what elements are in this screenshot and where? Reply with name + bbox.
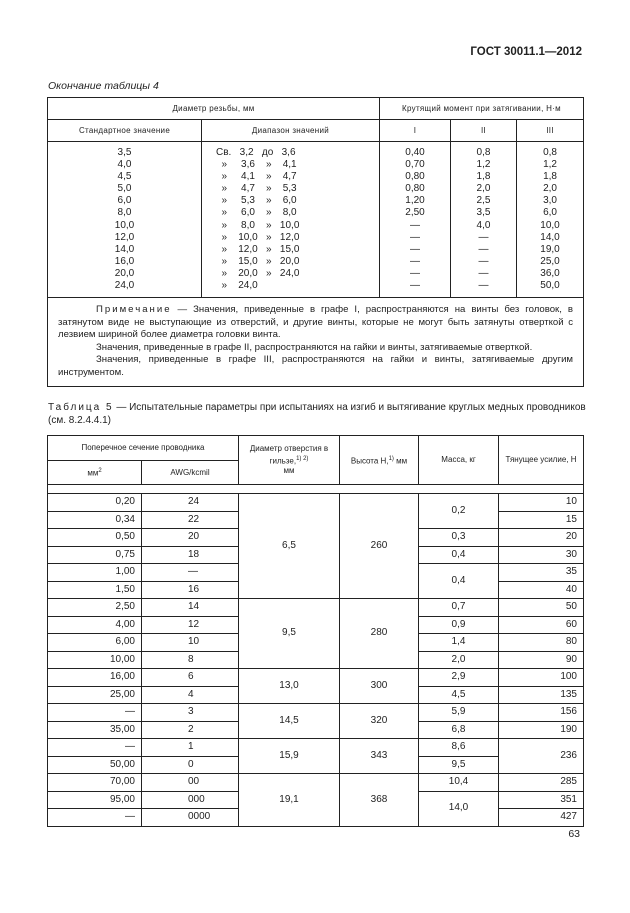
table5-cell: 10 — [142, 634, 239, 652]
table-row — [48, 599, 584, 617]
table5-cell: 0,9 — [419, 616, 499, 634]
table5-cell: 70,00 — [48, 774, 142, 792]
table4-cell: 36,0 — [540, 267, 560, 279]
table4-cell: » 8,0 » 10,0 — [216, 219, 300, 231]
table5-cell: 0,2 — [419, 494, 499, 529]
header-cross-section: Поперечное сечение проводника — [48, 436, 239, 461]
table5-cell: 10 — [499, 494, 584, 512]
table4-cell: 1,8 — [476, 171, 491, 183]
table-row — [48, 774, 584, 792]
header-hole-diameter: Диаметр отверстия в гильзе,$^{1) 2)}$ мм — [239, 436, 340, 485]
table5-cell: 25,00 — [48, 686, 142, 704]
table5-cell: 18 — [142, 546, 239, 564]
document-header: ГОСТ 30011.1—2012 — [470, 46, 582, 58]
header-range: Диапазон значений — [202, 120, 380, 142]
table5-cell: 156 — [499, 704, 584, 722]
table4-cell: 0,40 — [405, 147, 425, 158]
table4-cell: » 10,0 » 12,0 — [216, 231, 300, 243]
spacer-row — [48, 485, 584, 494]
table5-cell: 2 — [142, 721, 239, 739]
table-row — [48, 739, 584, 757]
table4-note — [48, 298, 584, 387]
table4-cell: 4,0 — [117, 159, 132, 171]
table4-cell: 2,5 — [476, 195, 491, 207]
table4-cell: 6,0 — [543, 207, 557, 219]
table5-cell: 0,4 — [419, 564, 499, 599]
table4-cell: — — [410, 255, 420, 267]
table5-cell: 9,5 — [419, 756, 499, 774]
table4-cell: Св. 3,2 до 3,6 — [216, 147, 296, 158]
table5-cell: 1,00 — [48, 564, 142, 582]
table5-cell: 1 — [142, 739, 239, 757]
table5-cell: 40 — [499, 581, 584, 599]
table4-cell: 0,8 — [543, 147, 557, 158]
table4-cell: 1,2 — [476, 159, 491, 171]
table5-cell: 6,00 — [48, 634, 142, 652]
table4-cell: » 12,0 » 15,0 — [216, 243, 300, 255]
table5-cell: 10,4 — [419, 774, 499, 792]
table4-cell: 0,8 — [476, 147, 491, 158]
table4-cell: 3,0 — [543, 195, 557, 207]
table5-cell: 0,20 — [48, 494, 142, 512]
table5-cell: 0,4 — [419, 546, 499, 564]
table4-cell: 1,2 — [543, 159, 557, 171]
table4-cell: 14,0 — [540, 231, 560, 243]
note-text-1: — Значения, приведенные в графе I, распространяются на винты без головок, в затянутом виде не выступающие из отверстий, и другие винты, которые не могут быть затянуты отверткой с лезвием шириной более диаметра головки винта. — [58, 304, 574, 341]
table5-cell: 427 — [499, 809, 584, 827]
table5-cell: 2,50 — [48, 599, 142, 617]
table5-cell: 90 — [499, 651, 584, 669]
table4-cell: » 5,3 » 6,0 — [216, 195, 297, 207]
table5-cell: 22 — [142, 511, 239, 529]
header-thread-diameter: Диаметр резьбы, мм — [48, 98, 380, 120]
table5-cell: 285 — [499, 774, 584, 792]
table5-cell: 0,50 — [48, 529, 142, 547]
table4-cell: — — [478, 280, 489, 292]
table5-cell: 0 — [142, 756, 239, 774]
table5-cell: 000 — [142, 791, 239, 809]
table5-cell: 15 — [499, 511, 584, 529]
table5-cell: 0,7 — [419, 599, 499, 617]
table5-cell: 320 — [340, 704, 419, 739]
header-standard: Стандартное значение — [48, 120, 202, 142]
table4-cell: 3,5 — [117, 147, 132, 158]
table5-cell: 0,3 — [419, 529, 499, 547]
table5-cell: 14,5 — [239, 704, 340, 739]
table5-cell: 35 — [499, 564, 584, 582]
torque-iii-column — [517, 142, 584, 298]
table4-cell: » 15,0 » 20,0 — [216, 255, 300, 267]
torque-i-column — [380, 142, 451, 298]
header-col-ii: II — [451, 120, 517, 142]
table5-cell: 8 — [142, 651, 239, 669]
table5-cell: 50,00 — [48, 756, 142, 774]
header-height: Высота Н,$^{1)}$ мм — [340, 436, 419, 485]
table4-cell: — — [410, 267, 420, 279]
table5-cell: — — [48, 704, 142, 722]
table4-cell: 1,20 — [405, 195, 425, 207]
table4-cell: 14,0 — [114, 243, 135, 255]
table5-cell: 1,50 — [48, 581, 142, 599]
header-mass: Масса, кг — [419, 436, 499, 485]
table5-cell: 16 — [142, 581, 239, 599]
table4-cell: — — [410, 243, 420, 255]
header-col-i: I — [380, 120, 451, 142]
table-4 — [47, 97, 584, 387]
table5-cell: 260 — [340, 494, 419, 599]
table5-cell: 5,9 — [419, 704, 499, 722]
table4-cell: — — [410, 280, 420, 292]
table5-cell: 95,00 — [48, 791, 142, 809]
table5-cell: 8,6 — [419, 739, 499, 757]
table5-cell: 300 — [340, 669, 419, 704]
table5-cell: 6 — [142, 669, 239, 687]
table5-cell: 50 — [499, 599, 584, 617]
table4-cell: 10,0 — [114, 219, 135, 231]
table5-cell: 368 — [340, 774, 419, 827]
table5-cell: 100 — [499, 669, 584, 687]
table4-cell: 16,0 — [114, 255, 135, 267]
table5-cell: 10,00 — [48, 651, 142, 669]
range-values-column — [202, 142, 380, 298]
table5-cell: 4 — [142, 686, 239, 704]
header-col-iii: III — [517, 120, 584, 142]
note-text-3: Значения, приведенные в графе III, распространяются на гайки и винты, затягиваемые другим инструментом. — [58, 354, 574, 378]
torque-ii-column — [451, 142, 517, 298]
table5-cell: 6,8 — [419, 721, 499, 739]
table5-cell: 6,5 — [239, 494, 340, 599]
table5-cell: 19,1 — [239, 774, 340, 827]
table4-cell: 19,0 — [540, 243, 560, 255]
table4-cell: 4,0 — [476, 219, 491, 231]
table5-cell: 0,34 — [48, 511, 142, 529]
table4-cell: 6,0 — [117, 195, 132, 207]
table5-cell: 9,5 — [239, 599, 340, 669]
table5-cell: 1,4 — [419, 634, 499, 652]
table5-cell: 0,75 — [48, 546, 142, 564]
table5-cell: 2,9 — [419, 669, 499, 687]
header-torque: Крутящий момент при затягивании, Н·м — [380, 98, 584, 120]
table4-cell: 0,70 — [405, 159, 425, 171]
table5-cell: 3 — [142, 704, 239, 722]
table4-cell: » 4,1 » 4,7 — [216, 171, 297, 183]
table4-cell: » 3,6 » 4,1 — [216, 159, 297, 171]
table4-cell: 1,8 — [543, 171, 557, 183]
table4-cell: 24,0 — [114, 280, 135, 292]
table5-cell: 135 — [499, 686, 584, 704]
table4-cell: 2,50 — [405, 207, 425, 219]
table4-cell: 2,0 — [476, 183, 491, 195]
table4-cell: » 20,0 » 24,0 — [216, 267, 300, 279]
table5-caption-text: — Испытательные параметры при испытаниях на изгиб и вытягивание круглых медных проводников (см. 8.2.4.4.1) — [48, 402, 586, 426]
table4-cell: 0,80 — [405, 183, 425, 195]
table5-cell: 16,00 — [48, 669, 142, 687]
table4-cell: — — [478, 267, 489, 279]
table5-cell: 4,00 — [48, 616, 142, 634]
table5-cell: 280 — [340, 599, 419, 669]
table5-cell: — — [48, 739, 142, 757]
table4-cell: » 4,7 » 5,3 — [216, 183, 297, 195]
table4-cell: 12,0 — [114, 231, 135, 243]
table4-cell: 25,0 — [540, 255, 560, 267]
table5-cell: 15,9 — [239, 739, 340, 774]
table5-cell: 35,00 — [48, 721, 142, 739]
table4-cell: — — [478, 231, 489, 243]
table-row — [48, 494, 584, 512]
table-row — [48, 704, 584, 722]
table5-cell: 12 — [142, 616, 239, 634]
table5-cell: 80 — [499, 634, 584, 652]
table5-caption — [48, 401, 588, 427]
table5-cell: 236 — [499, 739, 584, 774]
table5-cell: — — [48, 809, 142, 827]
table4-cell: 3,5 — [476, 207, 491, 219]
table5-cell: 351 — [499, 791, 584, 809]
table5-cell: 14,0 — [419, 791, 499, 826]
table4-cell: 0,80 — [405, 171, 425, 183]
table5-cell: 14 — [142, 599, 239, 617]
table5-cell: 20 — [142, 529, 239, 547]
table5-cell: 190 — [499, 721, 584, 739]
note-label: Примечание — [96, 304, 172, 315]
table4-cell: — — [478, 243, 489, 255]
table4-cell: » 24,0 — [216, 280, 258, 292]
table5-cell: 20 — [499, 529, 584, 547]
table5-cell: 4,5 — [419, 686, 499, 704]
table4-cell: 8,0 — [117, 207, 132, 219]
header-awg: AWG/kcmil — [142, 461, 239, 485]
table4-cell: — — [478, 255, 489, 267]
table5-cell: 2,0 — [419, 651, 499, 669]
table-row — [48, 669, 584, 687]
note-text-2: Значения, приведенные в графе II, распространяются на гайки и винты, затягиваемые отверткой. — [96, 341, 533, 353]
table5-cell: 60 — [499, 616, 584, 634]
table5-cell: 0000 — [142, 809, 239, 827]
table4-cell: 10,0 — [540, 219, 560, 231]
table5-cell: — — [142, 564, 239, 582]
table4-cell: — — [410, 231, 420, 243]
table5-cell: 343 — [340, 739, 419, 774]
table4-cell: 50,0 — [540, 280, 560, 292]
standard-values-column — [48, 142, 202, 298]
header-mm2: $мм^2$ — [48, 461, 142, 485]
table-5 — [47, 435, 584, 827]
table5-cell: 00 — [142, 774, 239, 792]
table5-cell: 13,0 — [239, 669, 340, 704]
table4-cell: » 6,0 » 8,0 — [216, 207, 297, 219]
table4-cell: 4,5 — [117, 171, 132, 183]
table4-cell: 2,0 — [543, 183, 557, 195]
table5-cell: 30 — [499, 546, 584, 564]
table4-caption: Окончание таблицы 4 — [48, 80, 159, 92]
table4-cell: 5,0 — [117, 183, 132, 195]
table4-cell: 20,0 — [114, 267, 135, 279]
table5-cell: 24 — [142, 494, 239, 512]
page-number: 63 — [568, 828, 580, 840]
header-force: Тянущее усилие, Н — [499, 436, 584, 485]
table5-caption-label: Таблица 5 — [48, 402, 114, 413]
table4-cell: — — [410, 219, 420, 231]
